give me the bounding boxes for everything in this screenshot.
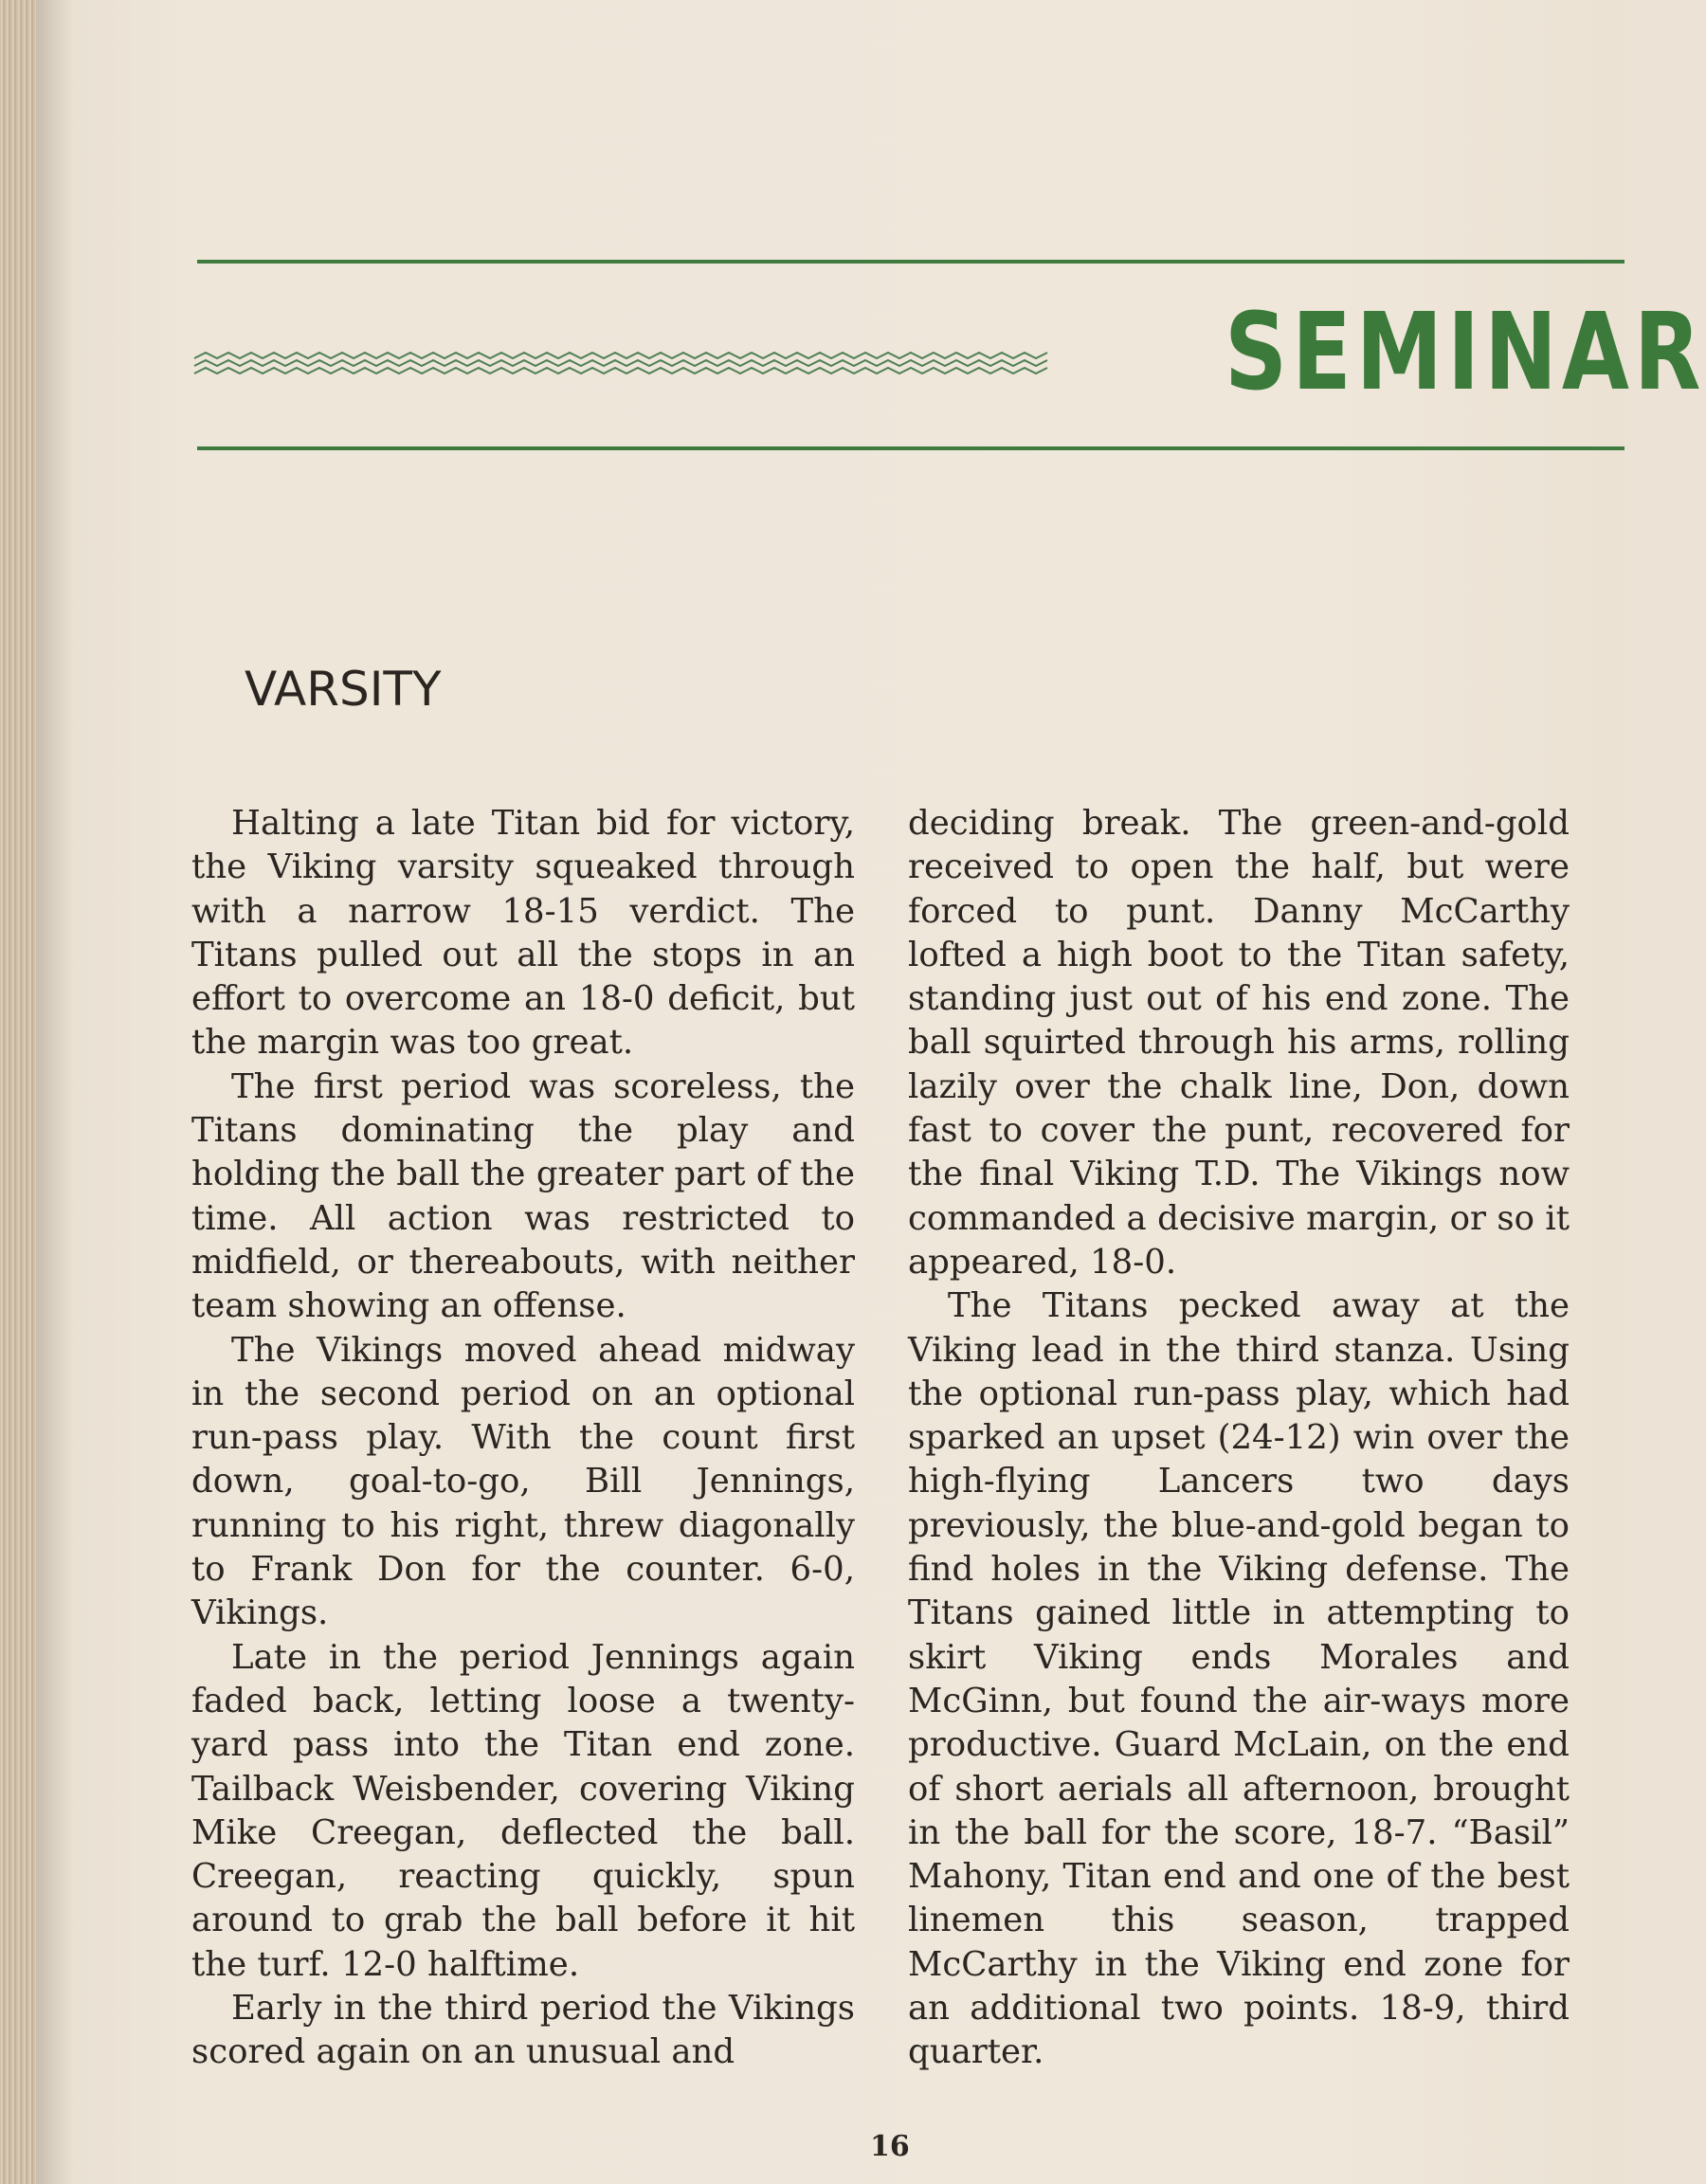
page-number: 16 — [870, 2130, 910, 2163]
zigzag-line-3 — [194, 368, 1047, 373]
zigzag-line-1 — [194, 353, 1047, 358]
paragraph: Halting a late Titan bid for victory, the Viking varsity squeaked through with a narrow 18-15 verdict. The Titans pulled out all the stops in an effort to overcome an 18-0 deficit, but the margin was too great. — [191, 804, 855, 1063]
header-rule-top — [197, 260, 1624, 264]
paragraph: The Titans pecked away at the Viking lead in the third stanza. Using the optional run-pass play, which had sparked an upset (24-12) win over the high-flying Lancers two days previously, the blue-and-gold began to find holes in the Viking defense. The Titans gained little in attempting to skirt Viking ends Morales and McGinn, but found the air-ways more productive. Guard McLain, on the end of short aerials all afternoon, brought in the ball for the score, 18-7. “Basil” Mahony, Titan end and one of the best linemen this season, trapped McCarthy in the Viking end zone for an additional two points. 18-9, third quarter. — [908, 1286, 1570, 2072]
book-binding-edge — [0, 0, 36, 2184]
gutter-shadow — [36, 0, 74, 2184]
zigzag-ornament — [194, 351, 1047, 375]
header-rule-bottom — [197, 446, 1624, 450]
article-heading: VARSITY — [245, 662, 442, 717]
paragraph: The first period was scoreless, the Titans dominating the play and holding the ball the greater part of the time. All action was restricted to midfield, or thereabouts, with neither team showing an offense. — [191, 1066, 855, 1326]
paragraph: Late in the period Jennings again faded back, letting loose a twenty-yard pass into the Titan end zone. Tailback Weisbender, covering Viking Mike Creegan, deflected the ball. Creegan, reacting quickly, spun around to grab the ball before it hit the turf. 12-0 halftime. — [191, 1637, 855, 1984]
paragraph: deciding break. The green-and-gold received to open the half, but were forced to punt. Danny McCarthy lofted a high boot to the Titan safety, standing just out of his end zone. The ball squirted through his arms, rolling lazily over the chalk line, Don, down fast to cover the punt, recovered for the final Viking T.D. The Vikings now commanded a decisive margin, or so it appeared, 18-0. — [908, 804, 1570, 1282]
zigzag-line-2 — [194, 360, 1047, 366]
paragraph: The Vikings moved ahead midway in the second period on an optional run-pass play. With the count first down, goal-to-go, Bill Jennings, running to his right, threw diagonally to Frank Don for the counter. 6-0, Vikings. — [191, 1330, 855, 1633]
article-column-right — [908, 802, 1570, 2075]
section-title: SEMINAR — [1225, 291, 1706, 414]
paragraph: Early in the third period the Vikings scored again on an unusual and — [191, 1989, 855, 2072]
article-column-left — [191, 802, 855, 2075]
